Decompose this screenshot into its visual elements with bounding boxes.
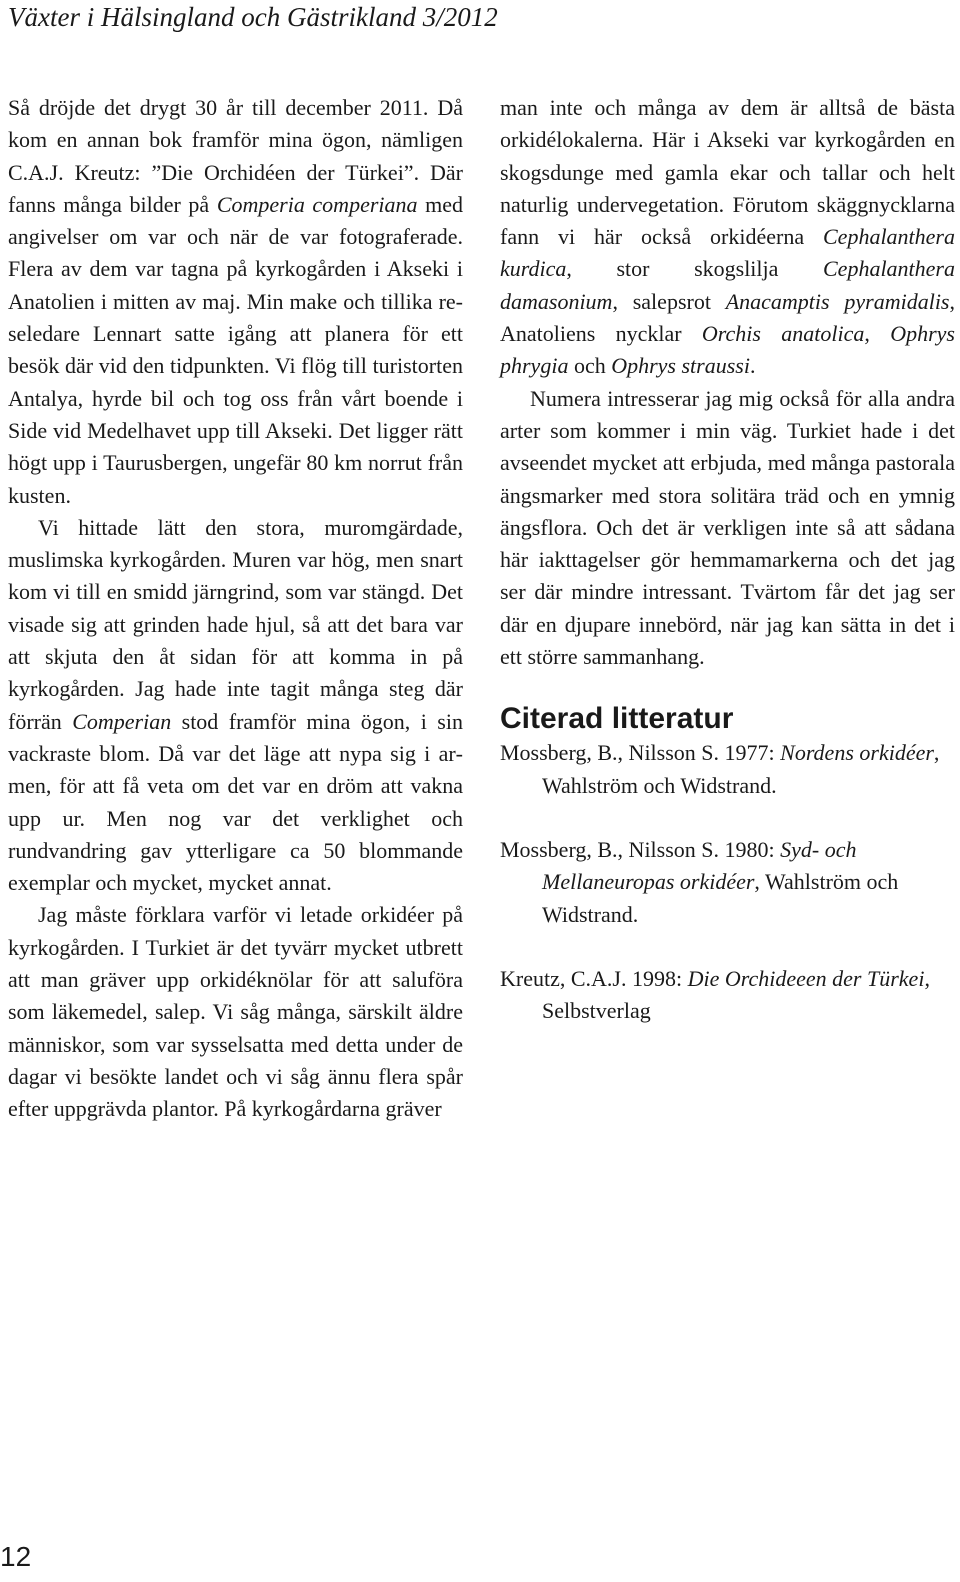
ref-title: Nordens orkidéer	[780, 740, 934, 766]
text-span: Vi hittade lätt den stora, muromgärdade, muslimska kyrkogården. Muren var hög, men snart kom vi till en smidd järngrind, som var stängd. Det visade sig att grinden hade hjul, så att det bara var att skjuta den åt sidan för att komma in på kyrkogården. Jag hade inte tagit många steg där förrän	[8, 514, 463, 734]
running-header: Växter i Hälsingland och Gästrikland 3/2012	[8, 2, 498, 32]
species-name: Comperian	[72, 708, 172, 734]
species-name: Anacamptis pyramidalis	[725, 288, 950, 314]
reference-item	[500, 737, 955, 802]
reference-item	[500, 963, 955, 1028]
ref-title: Die Orchideeen der Türkei	[687, 965, 925, 991]
species-name: Comperia comperiana	[216, 191, 418, 217]
paragraph-4	[500, 92, 955, 383]
text-span: stod framför mina ögon, i sin vackraste blom. Då var det läge att nypa sig i armen, för att få veta om det var en dröm att vakna upp ur. Men nog var det verklighet och rundvandring gav ytterligare ca 50 blommande exemplar och mycket, mycket annat.	[8, 708, 463, 896]
species-name: Ophrys phrygia	[500, 321, 955, 379]
ref-authors: Kreutz, C.A.J. 1998:	[500, 965, 688, 991]
paragraph-5: Numera intresserar jag mig också för alla andra arter som kommer i min väg. Turkiet hade i det avseendet mycket att erbjuda, med många pastorala ängsmarker med stora solitära träd och en ymnig ängsflora. Och det är verkligen inte så att sådana här iakttagelser gör hemmamarkerna och det jag ser där mindre intressant. Tvärtom får det jag ser där en djupare innebörd, när jag kan sätta in det i ett större sammanhang.	[500, 385, 955, 670]
text-span: man inte och många av dem är alltså de bästa orkidélokalerna. Här i Akseki var kyrkogården en skogsdunge med gamla ekar och tallar och helt naturlig undervegetation. Förutom skäggnycklarna fann vi här också orkidéerna	[500, 95, 955, 250]
ref-authors: Mossberg, B., Nilsson S. 1977:	[500, 740, 781, 766]
page-number: 12	[0, 1541, 32, 1572]
text-span: , salepsrot	[612, 288, 726, 314]
text-span: ,	[864, 321, 891, 347]
text-span: Så dröjde det drygt 30 år till december 2011. Då kom en annan bok framför mina ögon, nämligen C.A.J. Kreutz: ”Die Orchidéen der Türkei”. Där fanns många bilder på	[8, 95, 463, 217]
section-title: Citerad litteratur	[500, 702, 734, 736]
species-name: Cephalanthera damasonium	[500, 256, 955, 314]
species-name: Orchis anatolica	[701, 321, 865, 347]
right-column	[500, 92, 955, 1027]
text-span: , Anatoliens nycklar	[500, 288, 955, 347]
ref-authors: Mossberg, B., Nilsson S. 1980:	[500, 836, 781, 862]
ref-publisher: , Wahlström och Widstrand.	[542, 869, 899, 927]
reference-item	[500, 834, 955, 931]
text-span: .	[749, 353, 756, 379]
text-span: och	[568, 353, 612, 379]
text-span: , stor skogslilja	[566, 256, 823, 282]
paragraph-3: Jag måste förklara varför vi letade orkidéer på kyrkogården. I Turkiet är det tyvärr mycket utbrett att man gräver upp orkidéknölar för att saluföra som läkemedel, salep. Vi såg många, särskilt äldre människor, som var sysselsatta med detta under de dagar vi besökte landet och vi såg ännu flera spår efter uppgrävda plantor. På kyrkogårdarna gräver	[8, 902, 463, 1122]
paragraph-1	[8, 92, 463, 512]
ref-publisher: , Wahlström och Widstrand.	[542, 740, 940, 798]
text-span: med angivelser om var och när de var fotograferade. Flera av dem var tagna på kyrkogården i Akseki i Anatolien i mitten av maj. Min make och tillika reseledare Lennart satte igång att planera för ett besök där vid den tidpunkten. Vi flög till turistorten Antalya, hyrde bil och tog oss från vårt boende i Side vid Medelhavet upp till Akseki. Det ligger rätt högt upp i Taurusbergen, ungefär 80 km norrut från kusten.	[8, 191, 463, 508]
left-column	[8, 92, 463, 1126]
paragraph-2	[8, 512, 463, 900]
ref-title: Syd- och Mellaneuropas orkidéer	[542, 836, 857, 895]
species-name: Cephalanthera kurdica	[500, 224, 955, 282]
species-name: Ophrys straussi	[611, 353, 750, 379]
ref-publisher: , Selbstverlag	[542, 965, 930, 1024]
